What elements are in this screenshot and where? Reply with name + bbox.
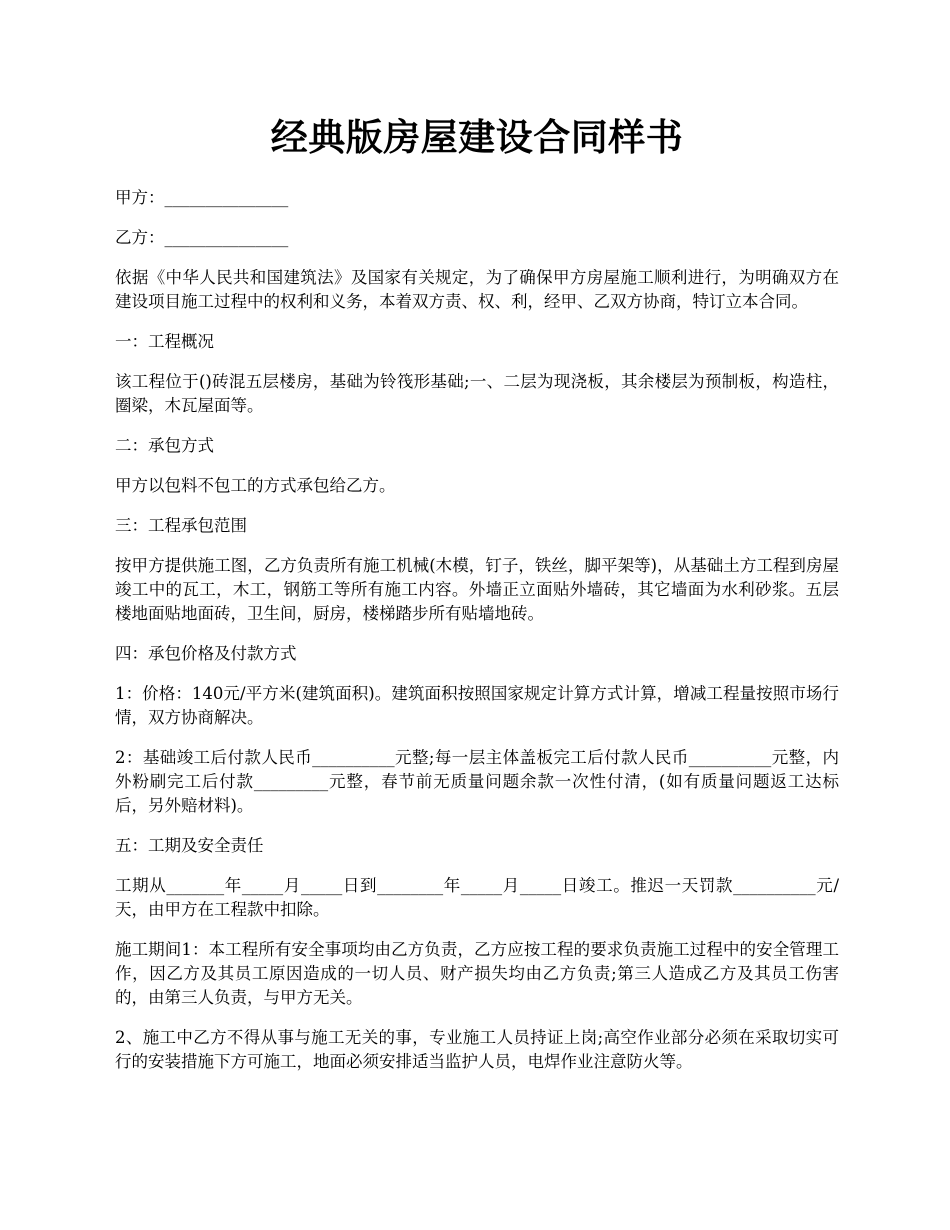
- schedule-clause-paragraph: 工期从_______年_____月_____日到________年_____月_____日竣工。推迟一天罚款__________元/天，由甲方在工程款中扣除。: [115, 876, 839, 919]
- safety-clause-2-paragraph: 2、施工中乙方不得从事与施工无关的事，专业施工人员持证上岗;高空作业部分必须在采取切实可行的安装措施下方可施工，地面必须安排适当监护人员，电焊作业注意防火等。: [115, 1028, 839, 1071]
- section-heading-project-overview: 一：工程概况: [115, 332, 214, 351]
- section-heading-contract-method: 二：承包方式: [115, 436, 214, 455]
- section-heading-contract-scope: 三：工程承包范围: [115, 516, 247, 535]
- section-heading-price-payment: 四：承包价格及付款方式: [115, 644, 297, 663]
- price-clause-paragraph: 1：价格：140元/平方米(建筑面积)。建筑面积按照国家规定计算方式计算，增减工程量按照市场行情，双方协商解决。: [115, 684, 839, 727]
- party-b-line: 乙方：_______________: [115, 228, 289, 247]
- project-overview-paragraph: 该工程位于()砖混五层楼房，基础为铃筏形基础;一、二层为现浇板，其余楼层为预制板，构造柱，圈梁，木瓦屋面等。: [115, 372, 839, 415]
- safety-clause-1-paragraph: 施工期间1：本工程所有安全事项均由乙方负责，乙方应按工程的要求负责施工过程中的安全管理工作，因乙方及其员工原因造成的一切人员、财产损失均由乙方负责;第三人造成乙方及其员工伤害的，由第三人负责，与甲方无关。: [115, 940, 839, 1007]
- preamble-paragraph: 依据《中华人民共和国建筑法》及国家有关规定，为了确保甲方房屋施工顺利进行，为明确双方在建设项目施工过程中的权利和义务，本着双方责、权、利，经甲、乙双方协商，特订立本合同。: [115, 268, 839, 311]
- document-page: [115, 112, 839, 1090]
- payment-clause-paragraph: 2：基础竣工后付款人民币__________元整;每一层主体盖板完工后付款人民币__________元整，内外粉刷完工后付款_________元整，春节前无质量问题余款一次性付清，(如有质量问题返工达标后，另外赔材料)。: [115, 748, 839, 815]
- section-heading-schedule-safety: 五：工期及安全责任: [115, 836, 264, 855]
- contract-method-paragraph: 甲方以包料不包工的方式承包给乙方。: [115, 476, 396, 495]
- contract-scope-paragraph: 按甲方提供施工图，乙方负责所有施工机械(木模，钉子，铁丝，脚平架等)，从基础土方工程到房屋竣工中的瓦工，木工，钢筋工等所有施工内容。外墙正立面贴外墙砖，其它墙面为水利砂浆。五层楼地面贴地面砖，卫生间，厨房，楼梯踏步所有贴墙地砖。: [115, 556, 839, 623]
- document-title: 经典版房屋建设合同样书: [270, 115, 684, 159]
- party-a-line: 甲方：_______________: [115, 188, 289, 207]
